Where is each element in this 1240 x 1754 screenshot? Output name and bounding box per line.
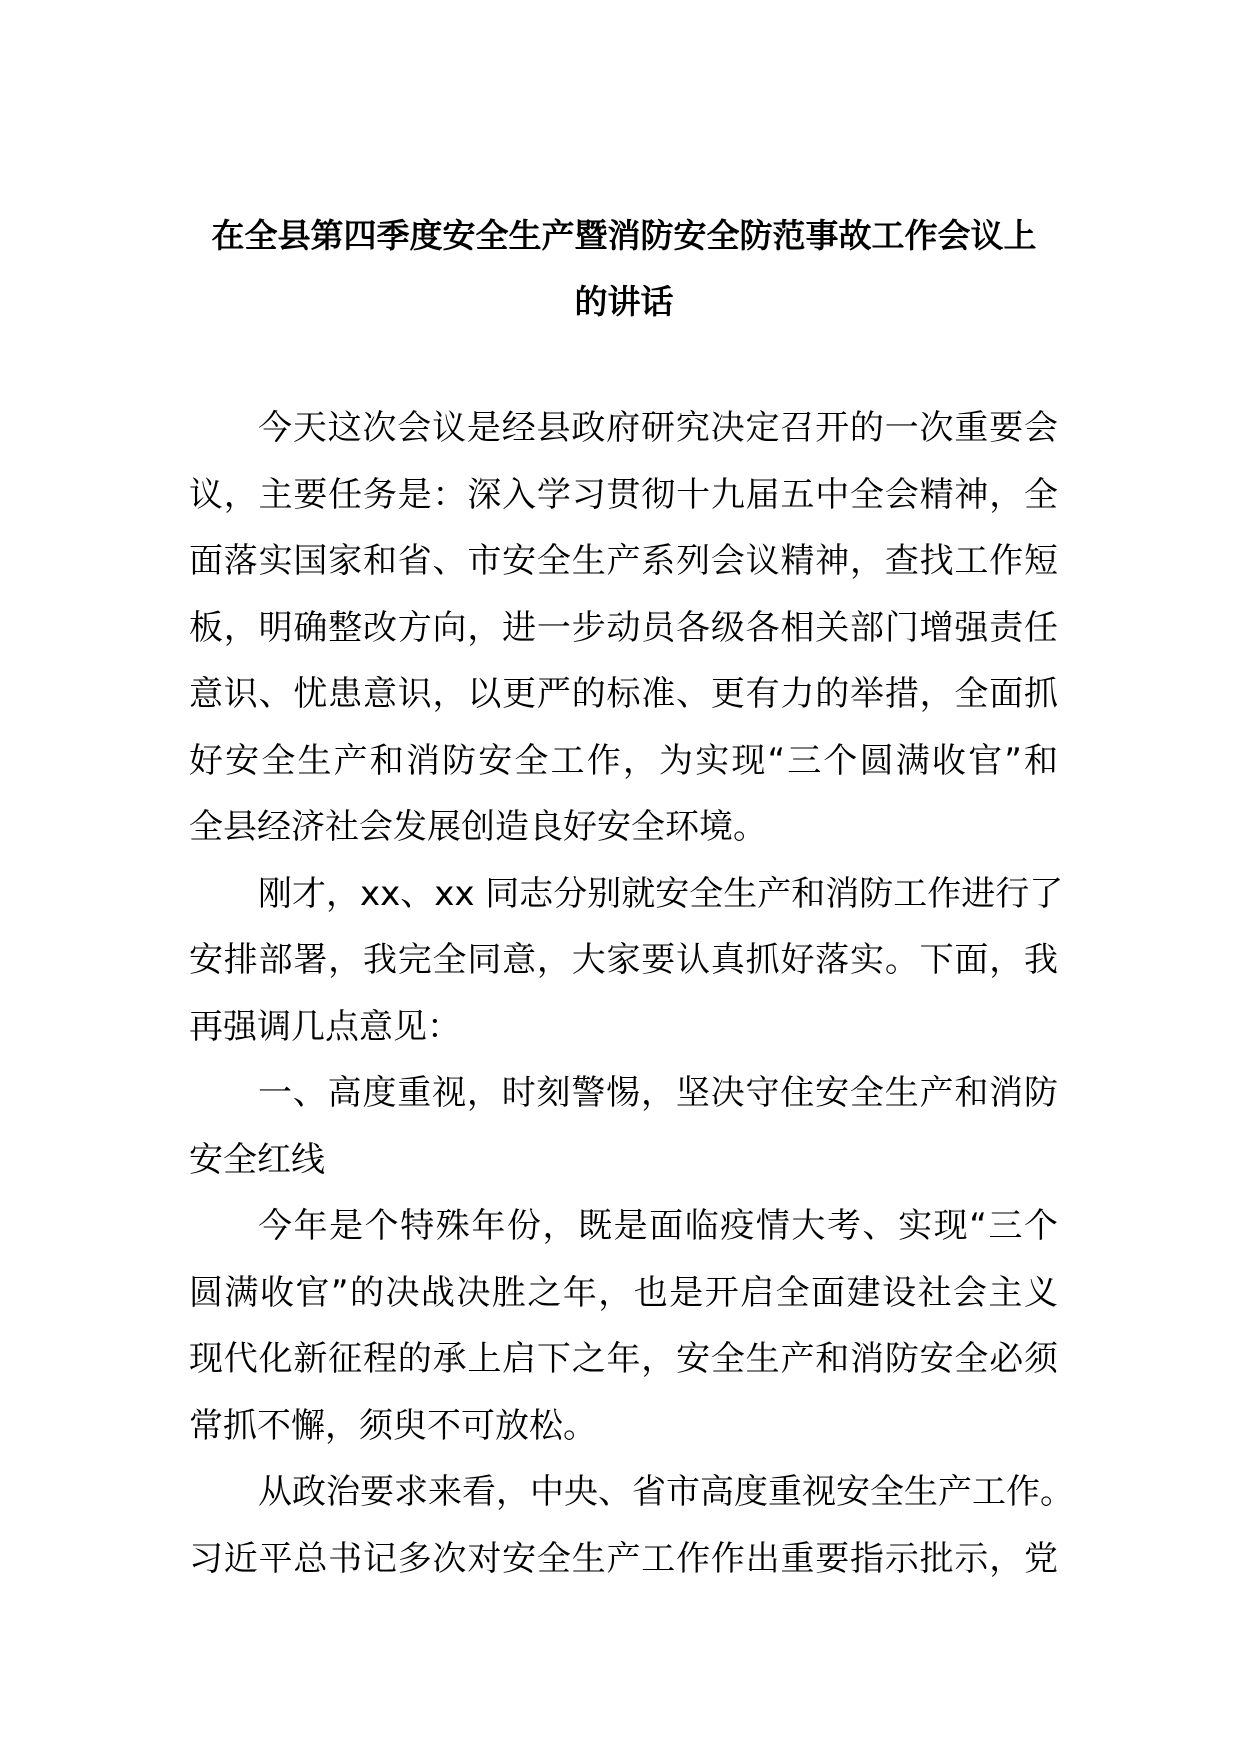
body-text-line: 刚才，xx、xx 同志分别就安全生产和消防工作进行了 — [258, 873, 1064, 914]
body-text-line: 今年是个特殊年份，既是面临疫情大考、实现“三个 — [258, 1206, 1058, 1246]
document-title-line-2: 的讲话 — [574, 282, 674, 321]
body-text-line: 好安全生产和消防安全工作，为实现“三个圆满收官”和 — [189, 740, 1058, 781]
body-text-line: 习近平总书记多次对安全生产工作作出重要指示批示，党 — [189, 1538, 1058, 1579]
body-text-line: 意识、忧患意识，以更严的标准、更有力的举措，全面抓 — [189, 674, 1058, 714]
body-text-line: 安全红线 — [189, 1139, 325, 1180]
body-text-line: 一、高度重视，时刻警惕，坚决守住安全生产和消防 — [258, 1073, 1058, 1113]
body-text-line: 今天这次会议是经县政府研究决定召开的一次重要会 — [258, 408, 1058, 448]
body-text-line: 板，明确整改方向，进一步动员各级各相关部门增强责任 — [189, 607, 1058, 648]
body-text-line: 面落实国家和省、市安全生产系列会议精神，查找工作短 — [189, 541, 1058, 581]
body-text-line: 全县经济社会发展创造良好安全环境。 — [189, 807, 767, 847]
document-title-line-1: 在全县第四季度安全生产暨消防安全防范事故工作会议上 — [211, 216, 1037, 255]
body-text-line: 现代化新征程的承上启下之年，安全生产和消防安全必须 — [189, 1339, 1058, 1379]
body-text-line: 圆满收官”的决战决胜之年，也是开启全面建设社会主义 — [189, 1272, 1058, 1313]
body-text-line: 从政治要求来看，中央、省市高度重视安全生产工作。 — [258, 1472, 1074, 1512]
body-text-line: 议，主要任务是：深入学习贯彻十九届五中全会精神，全 — [189, 474, 1058, 515]
body-text-line: 常抓不懈，须臾不可放松。 — [189, 1405, 597, 1446]
body-text-line: 再强调几点意见： — [189, 1006, 461, 1047]
body-text-line: 安排部署，我完全同意，大家要认真抓好落实。下面，我 — [189, 940, 1058, 980]
document-body — [189, 395, 1074, 1592]
